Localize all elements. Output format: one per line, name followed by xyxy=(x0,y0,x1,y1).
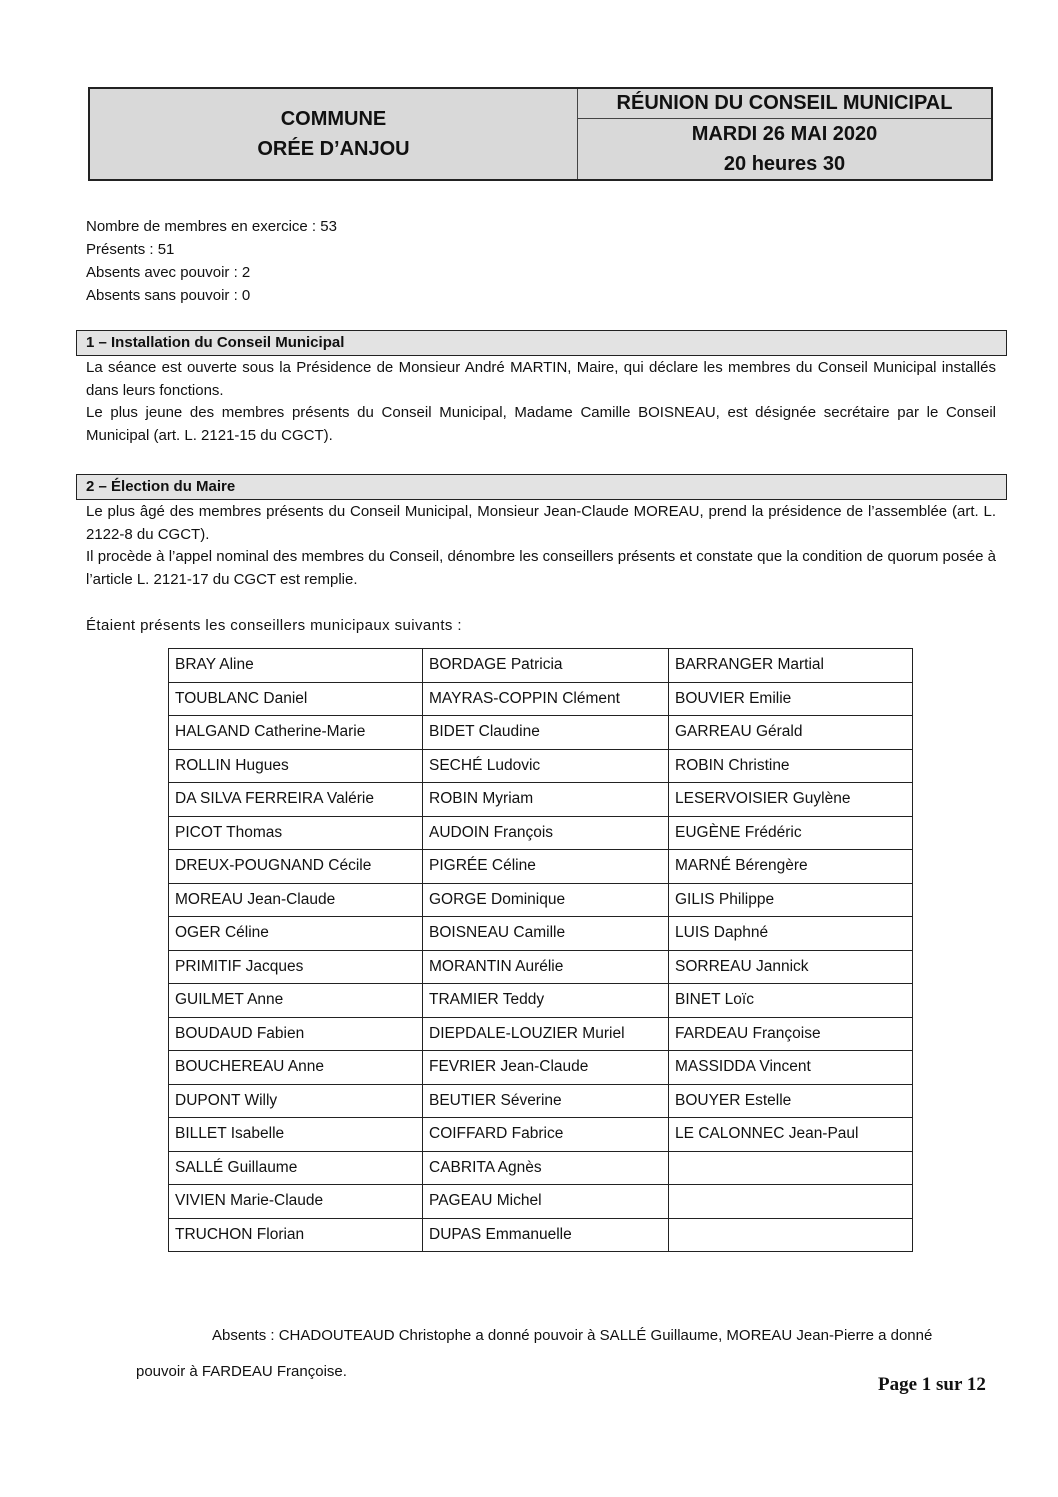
member-cell: DA SILVA FERREIRA Valérie xyxy=(169,783,423,817)
member-cell: EUGÈNE Frédéric xyxy=(669,816,913,850)
table-row xyxy=(169,1017,913,1051)
member-cell: LE CALONNEC Jean-Paul xyxy=(669,1118,913,1152)
member-cell: BOUDAUD Fabien xyxy=(169,1017,423,1051)
table-row xyxy=(169,716,913,750)
members-table xyxy=(168,648,913,1252)
section-heading-election: 2 – Élection du Maire xyxy=(76,474,1007,500)
table-row xyxy=(169,984,913,1018)
table-row xyxy=(169,649,913,683)
table-row xyxy=(169,1118,913,1152)
absent-without-proxy-count: Absents sans pouvoir : 0 xyxy=(86,287,251,304)
section-body-installation xyxy=(86,357,996,447)
table-row xyxy=(169,1185,913,1219)
member-cell: GARREAU Gérald xyxy=(669,716,913,750)
absent-with-proxy-count: Absents avec pouvoir : 2 xyxy=(86,264,251,281)
document-header xyxy=(88,87,993,181)
member-cell: DUPAS Emmanuelle xyxy=(423,1218,669,1252)
section-heading-installation: 1 – Installation du Conseil Municipal xyxy=(76,330,1007,356)
table-row xyxy=(169,816,913,850)
member-cell xyxy=(669,1218,913,1252)
commune-block xyxy=(90,89,578,179)
member-cell: TRUCHON Florian xyxy=(169,1218,423,1252)
member-cell: BOUCHEREAU Anne xyxy=(169,1051,423,1085)
member-cell: BEUTIER Séverine xyxy=(423,1084,669,1118)
meeting-title: RÉUNION DU CONSEIL MUNICIPAL xyxy=(578,89,991,119)
member-cell: OGER Céline xyxy=(169,917,423,951)
member-cell: VIVIEN Marie-Claude xyxy=(169,1185,423,1219)
member-cell: SORREAU Jannick xyxy=(669,950,913,984)
meeting-date: MARDI 26 MAI 2020 xyxy=(691,123,878,145)
member-cell: BINET Loïc xyxy=(669,984,913,1018)
member-cell: FARDEAU Françoise xyxy=(669,1017,913,1051)
member-cell: MARNÉ Bérengère xyxy=(669,850,913,884)
member-cell: DIEPDALE-LOUZIER Muriel xyxy=(423,1017,669,1051)
member-cell: MORANTIN Aurélie xyxy=(423,950,669,984)
member-cell: MOREAU Jean-Claude xyxy=(169,883,423,917)
member-cell: LUIS Daphné xyxy=(669,917,913,951)
member-cell: ROBIN Myriam xyxy=(423,783,669,817)
meeting-time: 20 heures 30 xyxy=(723,153,846,175)
table-row xyxy=(169,1218,913,1252)
member-cell: GILIS Philippe xyxy=(669,883,913,917)
member-cell: CABRITA Agnès xyxy=(423,1151,669,1185)
table-row xyxy=(169,783,913,817)
table-row xyxy=(169,749,913,783)
member-cell: BORDAGE Patricia xyxy=(423,649,669,683)
page-number: Page 1 sur 12 xyxy=(878,1374,986,1395)
member-cell: MAYRAS-COPPIN Clément xyxy=(423,682,669,716)
member-cell: TRAMIER Teddy xyxy=(423,984,669,1018)
meeting-block xyxy=(578,89,991,179)
member-cell: FEVRIER Jean-Claude xyxy=(423,1051,669,1085)
member-cell: DREUX-POUGNAND Cécile xyxy=(169,850,423,884)
member-cell: HALGAND Catherine-Marie xyxy=(169,716,423,750)
members-count: Nombre de membres en exercice : 53 xyxy=(86,218,337,235)
member-cell: DUPONT Willy xyxy=(169,1084,423,1118)
member-cell: GORGE Dominique xyxy=(423,883,669,917)
member-cell: COIFFARD Fabrice xyxy=(423,1118,669,1152)
paragraph: Le plus jeune des membres présents du Conseil Municipal, Madame Camille BOISNEAU, est désignée secrétaire par le Conseil Municipal (art. L. 2121-15 du CGCT). xyxy=(86,404,996,444)
member-cell: PIGRÉE Céline xyxy=(423,850,669,884)
members-intro: Étaient présents les conseillers municipaux suivants : xyxy=(86,617,462,634)
table-row xyxy=(169,883,913,917)
paragraph: La séance est ouverte sous la Présidence de Monsieur André MARTIN, Maire, qui déclare les membres du Conseil Municipal installés dans leurs fonctions. xyxy=(86,359,996,399)
member-cell: BOISNEAU Camille xyxy=(423,917,669,951)
member-cell: SALLÉ Guillaume xyxy=(169,1151,423,1185)
paragraph: Le plus âgé des membres présents du Conseil Municipal, Monsieur Jean-Claude MOREAU, prend la présidence de l’assemblée (art. L. 2122-8 du CGCT). xyxy=(86,503,996,543)
member-cell: ROLLIN Hugues xyxy=(169,749,423,783)
present-count: Présents : 51 xyxy=(86,241,175,258)
table-row xyxy=(169,950,913,984)
member-cell: BILLET Isabelle xyxy=(169,1118,423,1152)
member-cell: BARRANGER Martial xyxy=(669,649,913,683)
member-cell: PRIMITIF Jacques xyxy=(169,950,423,984)
table-row xyxy=(169,1084,913,1118)
member-cell: LESERVOISIER Guylène xyxy=(669,783,913,817)
member-cell: AUDOIN François xyxy=(423,816,669,850)
member-cell: BIDET Claudine xyxy=(423,716,669,750)
section-body-election xyxy=(86,501,996,591)
member-cell xyxy=(669,1151,913,1185)
meeting-datetime xyxy=(578,119,991,179)
table-row xyxy=(169,1151,913,1185)
attendance-counts xyxy=(86,215,337,307)
absents-paragraph xyxy=(136,1318,972,1390)
member-cell: BOUVIER Emilie xyxy=(669,682,913,716)
paragraph: Il procède à l’appel nominal des membres du Conseil, dénombre les conseillers présents et constate que la condition de quorum posée à l’article L. 2121-17 du CGCT est remplie. xyxy=(86,548,996,588)
table-row xyxy=(169,1051,913,1085)
table-row xyxy=(169,917,913,951)
member-cell: MASSIDDA Vincent xyxy=(669,1051,913,1085)
commune-name: ORÉE D’ANJOU xyxy=(257,138,410,160)
member-cell: TOUBLANC Daniel xyxy=(169,682,423,716)
member-cell: PAGEAU Michel xyxy=(423,1185,669,1219)
table-row xyxy=(169,850,913,884)
table-row xyxy=(169,682,913,716)
commune-label: COMMUNE xyxy=(280,108,387,130)
member-cell: GUILMET Anne xyxy=(169,984,423,1018)
member-cell: ROBIN Christine xyxy=(669,749,913,783)
member-cell: SECHÉ Ludovic xyxy=(423,749,669,783)
member-cell: PICOT Thomas xyxy=(169,816,423,850)
member-cell: BRAY Aline xyxy=(169,649,423,683)
absents-text: Absents : CHADOUTEAUD Christophe a donné pouvoir à SALLÉ Guillaume, MOREAU Jean-Pierre a donné pouvoir à FARDEAU Françoise. xyxy=(136,1327,933,1380)
member-cell xyxy=(669,1185,913,1219)
member-cell: BOUYER Estelle xyxy=(669,1084,913,1118)
